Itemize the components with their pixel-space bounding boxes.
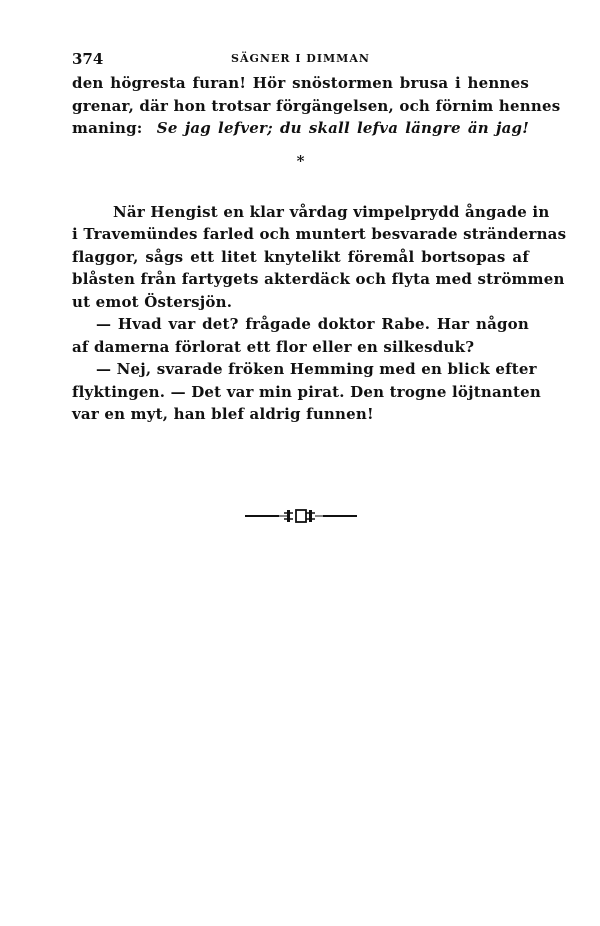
text-line: — Nej, svarade fröken Hemming med en blick efter xyxy=(96,360,537,378)
text-line: i Travemündes farled och muntert besvarade strändernas xyxy=(72,225,567,243)
page-header xyxy=(72,46,529,72)
italic-quote: Se jag lefver; du skall lefva längre än jag! xyxy=(156,119,529,137)
page-number: 374 xyxy=(72,50,104,68)
text-line: När Hengist en klar vårdag vimpelprydd ångade in xyxy=(113,202,550,221)
spacer xyxy=(72,174,529,201)
end-ornament-icon xyxy=(243,505,359,527)
section-separator: * xyxy=(296,151,305,170)
text-line: flyktingen. — Det var min pirat. Den trogne löjtnanten xyxy=(72,382,541,401)
paragraph-2 xyxy=(72,201,567,314)
text-line: af damerna förlorat ett flor eller en silkesduk? xyxy=(72,337,475,356)
paragraph-4 xyxy=(72,358,541,426)
text-line: ut emot Östersjön. xyxy=(72,292,233,311)
text-line: — Hvad var det? frågade doktor Rabe. Har någon xyxy=(96,315,529,333)
running-title: SÄGNER I DIMMAN xyxy=(231,52,370,65)
paragraph-3 xyxy=(72,313,529,358)
lead-word: maning: xyxy=(72,119,143,137)
text-line: flaggor, sågs ett litet knytelikt föremål bortsopas af xyxy=(72,247,529,266)
text-line: var en myt, han blef aldrig funnen! xyxy=(72,405,374,423)
text-line: blåsten från fartygets akterdäck och flyta med strömmen xyxy=(72,270,565,288)
text-line xyxy=(72,117,529,140)
text-line: den högresta furan! Hör snöstormen brusa i hennes xyxy=(72,74,529,92)
book-page xyxy=(72,46,567,426)
paragraph-1 xyxy=(72,72,561,140)
text-line: grenar, där hon trotsar förgängelsen, och förnim hennes xyxy=(72,96,561,115)
